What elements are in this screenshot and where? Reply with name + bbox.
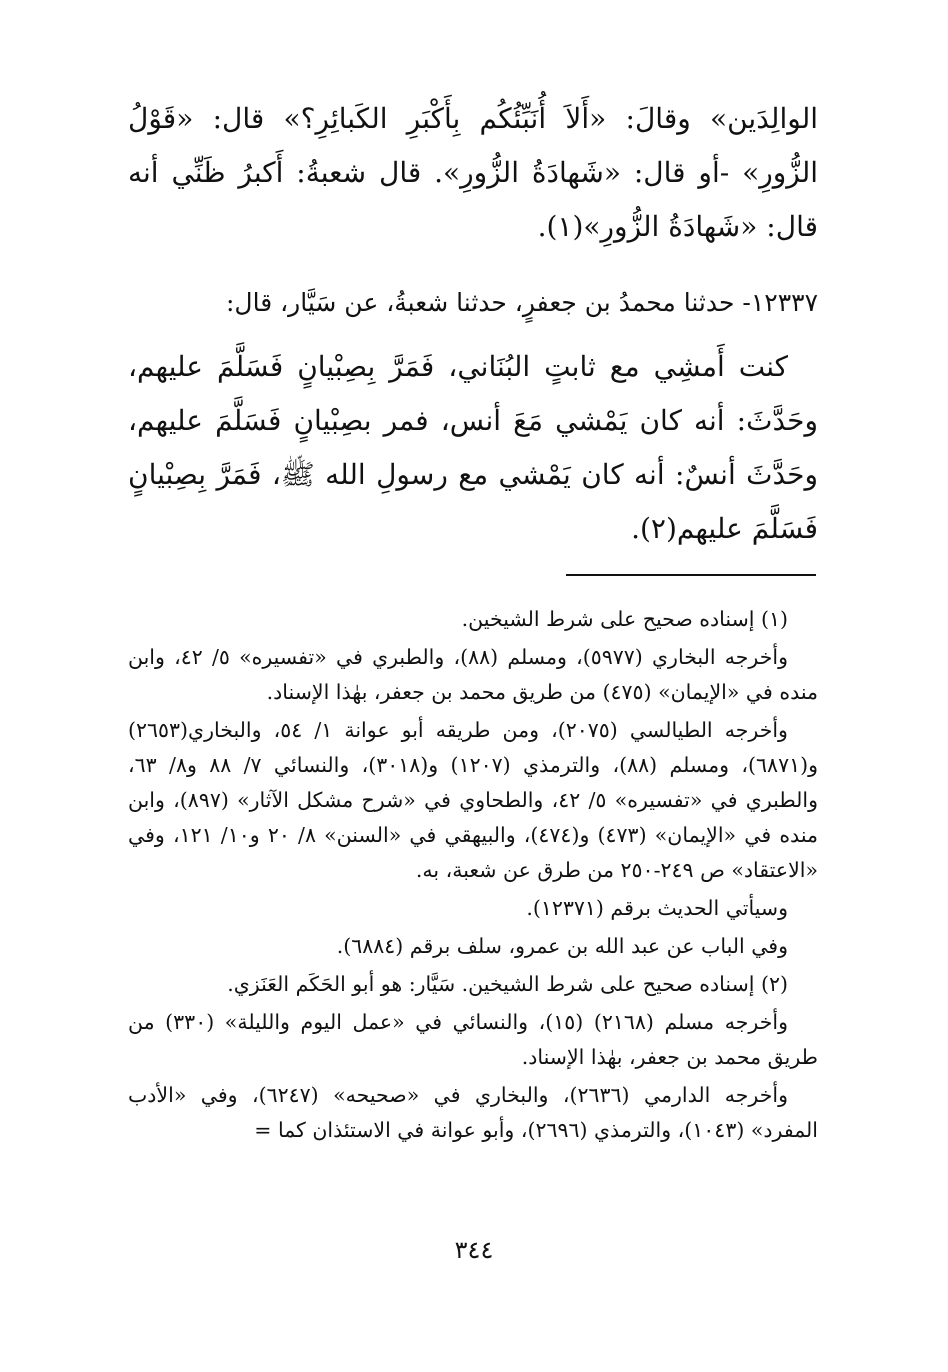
footnote-2-title: (٢) إسناده صحيح على شرط الشيخين. سَيَّار: هو أبو الحَكَم العَنَزي. bbox=[227, 972, 788, 996]
main-paragraph: الوالِدَين» وقالَ: «أَلاَ أُنَبِّئُكُم بِأَكْبَرِ الكَبائِرِ؟» قال: «قَوْلُ الزُّورِ» -أو قال: «شَهادَةُ الزُّورِ». قال شعبةُ: أَكبرُ ظَنِّي أنه قال: «شَهادَةُ الزُّورِ»(١). bbox=[128, 102, 818, 243]
footnote-1-line: وأخرجه البخاري (٥٩٧٧)، ومسلم (٨٨)، والطبري في «تفسيره» ٥/ ٤٢، وابن منده في «الإيمان» (٤٧٥) من طريق محمد بن جعفر، بهٰذا الإسناد. bbox=[128, 645, 818, 704]
main-text-block bbox=[128, 92, 818, 556]
footnote-1-line: وسيأتي الحديث برقم (١٢٣٧١). bbox=[526, 896, 788, 920]
hadith-text: كنت أَمشِي مع ثابتٍ البُنَاني، فَمَرَّ بِصِبْيانٍ فَسَلَّمَ عليهم، وحَدَّثَ: أنه كان يَمْشي مَعَ أنس، فمر بصِبْيانٍ فَسَلَّمَ عليهم، وحَدَّثَ أنسٌ: أنه كان يَمْشي مع رسولِ الله ﷺ، فَمَرَّ بِصِبْيانٍ فَسَلَّمَ عليهم(٢). bbox=[128, 350, 818, 545]
footnote-1-line: وفي الباب عن عبد الله بن عمرو، سلف برقم (٦٨٨٤). bbox=[336, 934, 788, 958]
footnote-1-title: (١) إسناده صحيح على شرط الشيخين. bbox=[461, 607, 788, 631]
footnotes-block bbox=[128, 602, 818, 1151]
hadith-heading: ١٢٣٣٧- حدثنا محمدُ بن جعفرٍ، حدثنا شعبةُ، عن سَيَّار، قال: bbox=[226, 288, 818, 317]
footnote-divider bbox=[566, 574, 816, 576]
footnote-2-line: وأخرجه الدارمي (٢٦٣٦)، والبخاري في «صحيحه» (٦٢٤٧)، وفي «الأدب المفرد» (١٠٤٣)، والترمذي (٢٦٩٦)، وأبو عوانة في الاستئذان كما = bbox=[128, 1083, 818, 1142]
footnote-2-line: وأخرجه مسلم (٢١٦٨) (١٥)، والنسائي في «عمل اليوم والليلة» (٣٣٠) من طريق محمد بن جعفر، بهٰذا الإسناد. bbox=[128, 1010, 818, 1069]
page-number: ٣٤٤ bbox=[454, 1236, 494, 1264]
footnote-1-line: وأخرجه الطيالسي (٢٠٧٥)، ومن طريقه أبو عوانة ١/ ٥٤، والبخاري(٢٦٥٣) و(٦٨٧١)، ومسلم (٨٨)، والترمذي (١٢٠٧) و(٣٠١٨)، والنسائي ٧/ ٨٨ و٨/ ٦٣، والطبري في «تفسيره» ٥/ ٤٢، والطحاوي في «شرح مشكل الآثار» (٨٩٧)، وابن منده في «الإيمان» (٤٧٣) و(٤٧٤)، والبيهقي في «السنن» ٨/ ٢٠ و١٠/ ١٢١، وفي «الاعتقاد» ص ٢٤٩-٢٥٠ من طرق عن شعبة، به. bbox=[128, 718, 818, 882]
